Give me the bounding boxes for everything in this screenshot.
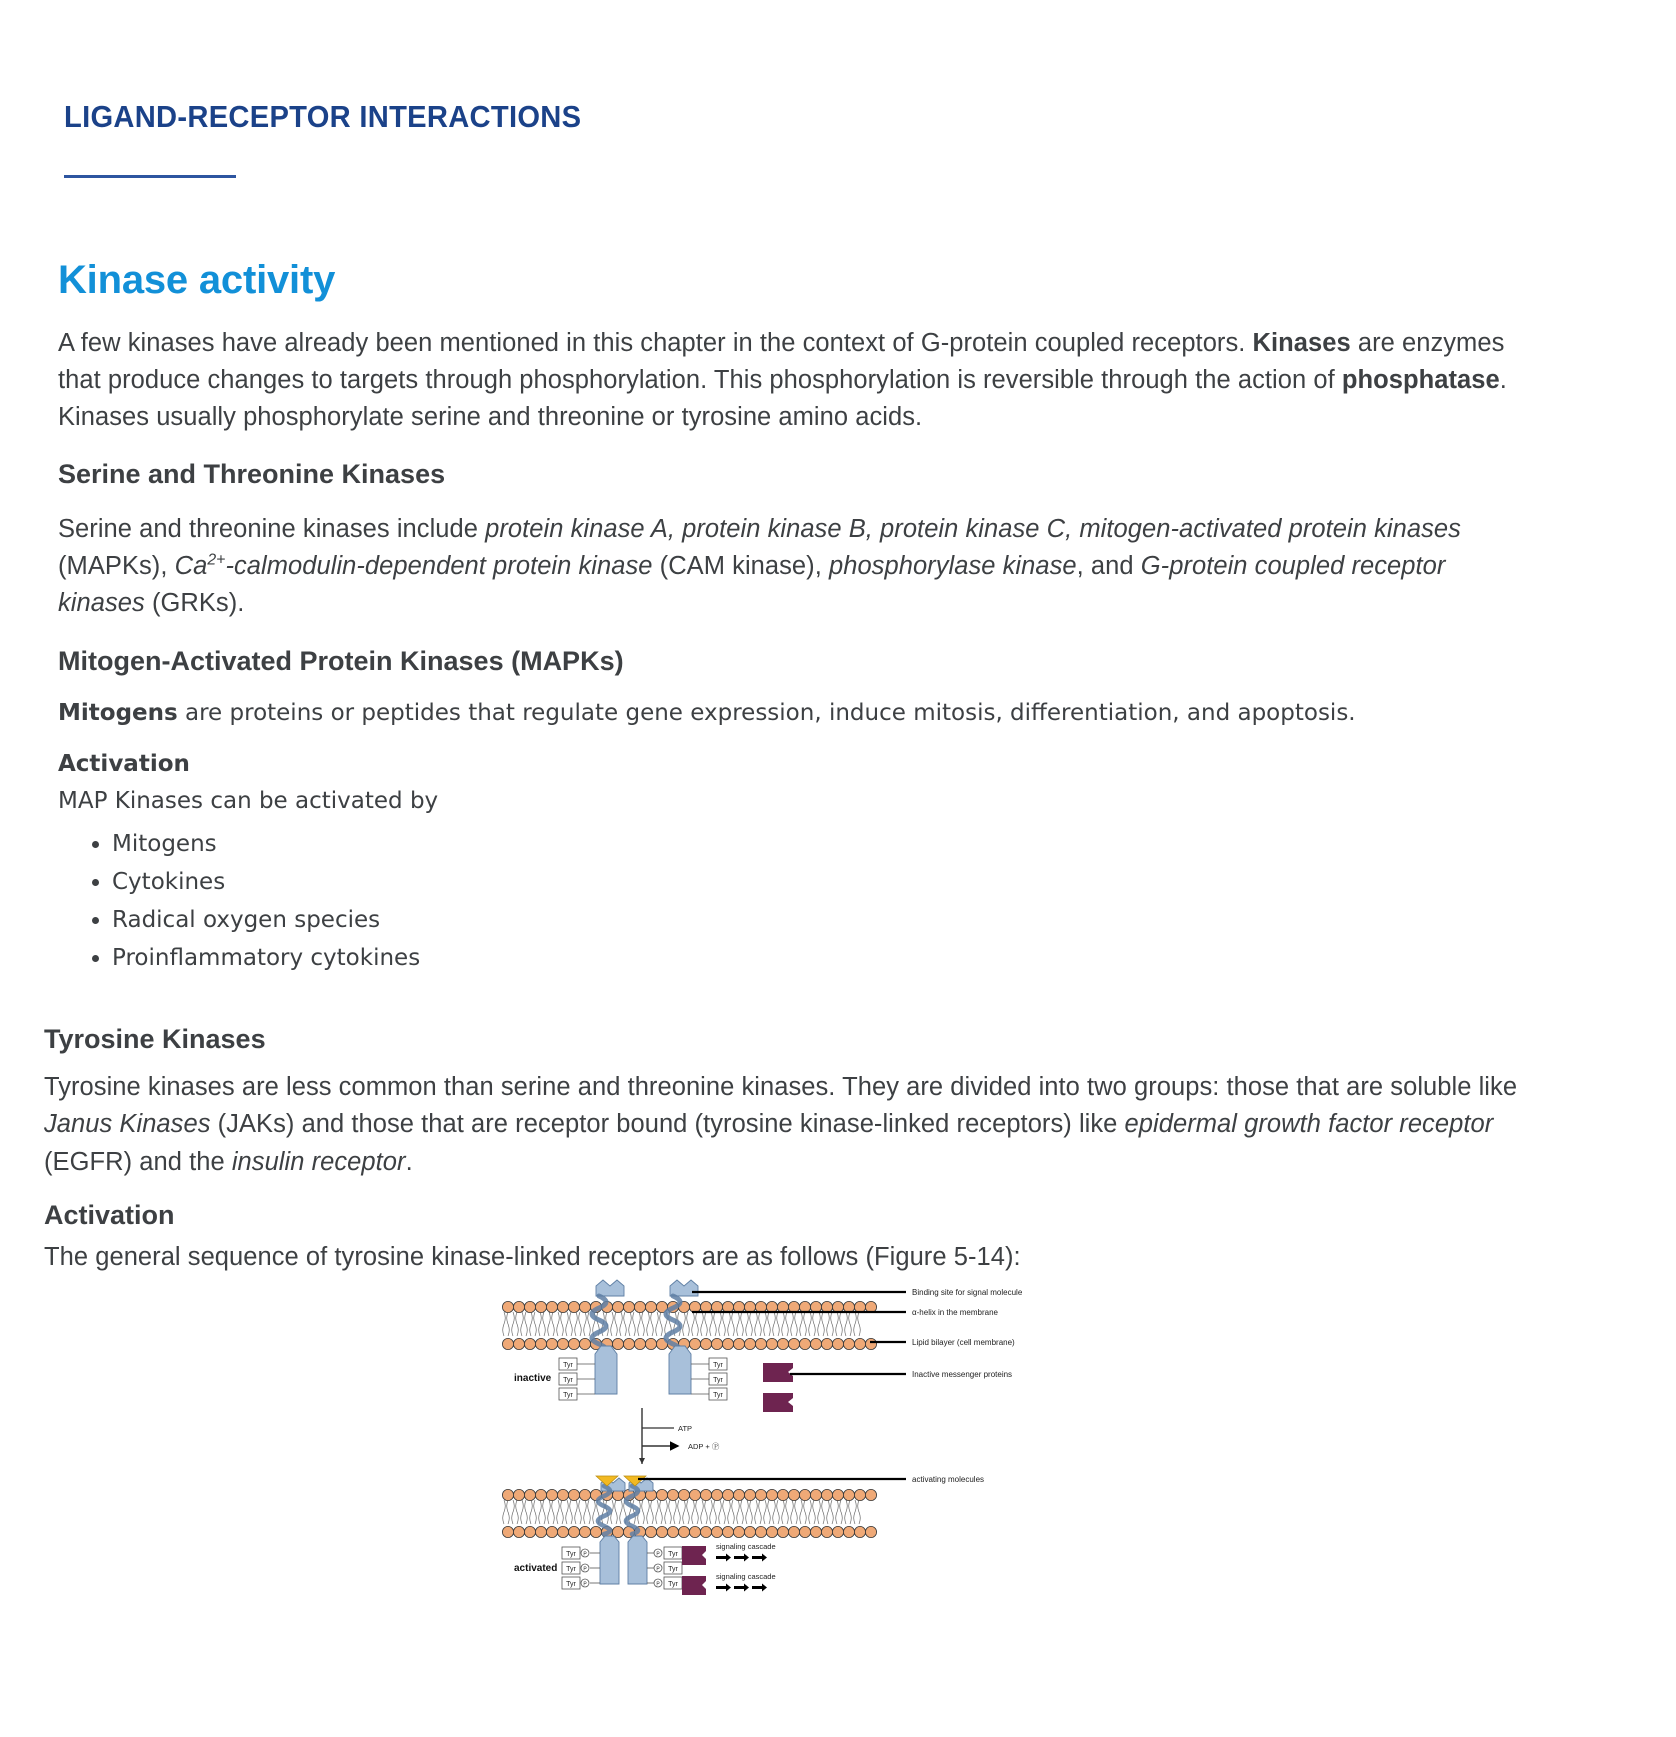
mitogens-bold-term: Mitogens <box>58 699 178 726</box>
intro-bold-phosphatase: phosphatase <box>1341 366 1500 395</box>
mitogens-paragraph <box>58 697 1524 730</box>
mapk-activator-list <box>58 827 1524 977</box>
figure-5-14 <box>478 1268 1038 1628</box>
ty-italic-insulin-receptor: insulin receptor <box>231 1147 406 1176</box>
tyr-boxes-inactive-right <box>691 1358 727 1400</box>
inactive-messenger-proteins <box>763 1363 793 1412</box>
phosphate-label: P <box>583 1551 587 1558</box>
section-title-kinase-activity: Kinase activity <box>58 258 336 302</box>
phosphate-label: P <box>656 1581 660 1588</box>
lipid-tails-bottom <box>503 1500 861 1524</box>
tyr-label: Tyr <box>713 1377 723 1384</box>
chapter-header <box>64 98 1464 178</box>
list-item: • Mitogens <box>112 827 1524 863</box>
tyrosine-paragraph <box>44 1069 1524 1181</box>
tyrosine-kinases-block <box>44 1023 1524 1277</box>
tyr-label: Tyr <box>713 1392 723 1399</box>
st-lead: Serine and threonine kinases include <box>58 514 486 543</box>
st-calmodulin-rest: -calmodulin-dependent protein kinase <box>225 552 653 581</box>
heading-mapk-activation: Activation <box>58 751 190 778</box>
st-italic-cam-kinase <box>175 552 653 580</box>
ty-p3: (EGFR) and the <box>44 1147 232 1176</box>
state-label-inactive: inactive <box>514 1373 552 1384</box>
state-label-activated: activated <box>514 1563 558 1574</box>
ty-p4: . <box>405 1147 413 1176</box>
tyr-label: Tyr <box>668 1551 678 1558</box>
list-item: • Cytokines <box>112 865 1524 901</box>
tyr-boxes-activated-left <box>562 1547 600 1589</box>
signaling-cascade-label: signaling cascade <box>716 1542 776 1551</box>
chapter-title: LIGAND-RECEPTOR INTERACTIONS <box>64 99 582 134</box>
ty-p1: Tyrosine kinases are less common than serine and threonine kinases. They are divided into two groups: those that are soluble like <box>44 1073 1518 1102</box>
tyr-boxes-activated-right <box>647 1547 682 1589</box>
st-mid1: (MAPKs), <box>58 552 175 581</box>
reaction-arrows <box>639 1408 720 1464</box>
callout-alpha-helix: α-helix in the membrane <box>912 1308 998 1317</box>
phosphate-label: P <box>656 1551 660 1558</box>
lipid-heads-top-inner <box>502 1338 876 1349</box>
panel-inactive <box>502 1280 1022 1412</box>
tyrosine-activation-text: The general sequence of tyrosine kinase-linked receptors are as follows (Figure 5-14): <box>44 1243 1021 1272</box>
callout-inactive-messengers: Inactive messenger proteins <box>912 1370 1013 1379</box>
tyr-label: Tyr <box>566 1566 576 1573</box>
activated-messenger-proteins <box>682 1546 706 1595</box>
tyr-label: Tyr <box>563 1377 573 1384</box>
st-italic-kinase-list: protein kinase A, protein kinase B, protein kinase C, mitogen-activated protein kinases <box>485 514 1461 543</box>
st-tail: (GRKs). <box>144 589 245 618</box>
kinase-intro-paragraph <box>58 325 1524 437</box>
signaling-cascade-group-top <box>716 1542 776 1562</box>
lipid-heads-bottom-inner <box>502 1526 876 1537</box>
callout-lipid-bilayer: Lipid bilayer (cell membrane) <box>912 1338 1015 1347</box>
phosphate-label: P <box>656 1566 660 1573</box>
label-atp: ATP <box>678 1424 693 1433</box>
mapk-block <box>58 697 1524 977</box>
st-italic-grk: G-protein coupled receptor kinases <box>58 552 1446 618</box>
tyrosine-kinase-diagram-svg <box>478 1268 1038 1628</box>
list-item: • Radical oxygen species <box>112 903 1524 939</box>
st-mid3: , and <box>1076 552 1141 581</box>
list-item: • Proinflammatory cytokines <box>112 941 1524 977</box>
ty-p2: (JAKs) and those that are receptor bound (tyrosine kinase-linked receptors) like <box>210 1110 1125 1139</box>
callout-binding-site: Binding site for signal molecule <box>912 1288 1023 1297</box>
st-ca-symbol: Ca <box>174 552 208 581</box>
ty-italic-janus-kinases: Janus Kinases <box>44 1110 211 1139</box>
callout-activating-molecules: activating molecules <box>912 1475 985 1484</box>
panel-activated <box>502 1475 984 1595</box>
subheading-serine-threonine-kinases: Serine and Threonine Kinases <box>58 459 446 490</box>
st-mid2: (CAM kinase), <box>652 552 829 581</box>
subheading-mapk: Mitogen-Activated Protein Kinases (MAPKs) <box>58 645 624 676</box>
ty-italic-egfr: epidermal growth factor receptor <box>1124 1110 1494 1139</box>
lipid-heads-bottom-outer <box>502 1489 876 1500</box>
mitogens-rest: are proteins or peptides that regulate gene expression, induce mitosis, differentiation, and apoptosis. <box>177 699 1356 726</box>
subheading-tyrosine-kinases: Tyrosine Kinases <box>44 1023 266 1054</box>
st-italic-phosphorylase-kinase: phosphorylase kinase <box>828 552 1077 581</box>
intro-bold-kinases: Kinases <box>1252 328 1351 357</box>
main-content <box>44 258 1524 1286</box>
phosphate-label: P <box>583 1581 587 1588</box>
heading-tyrosine-activation: Activation <box>44 1199 175 1230</box>
receptor-monomer-inactive-left <box>592 1280 624 1394</box>
tyr-label: Tyr <box>566 1581 576 1588</box>
phosphate-label: P <box>583 1566 587 1573</box>
tyr-label: Tyr <box>563 1362 573 1369</box>
mapk-activation-lead: MAP Kinases can be activated by <box>58 787 439 814</box>
signaling-cascade-group-bottom <box>716 1572 776 1592</box>
intro-part2: are enzymes that produce changes to targets through phosphorylation. This phosphorylation is reversible through the action of <box>58 328 1505 395</box>
st-ca-charge-superscript: 2+ <box>207 551 226 569</box>
chapter-title-rule <box>64 175 236 178</box>
tyr-label: Tyr <box>563 1392 573 1399</box>
tyr-label: Tyr <box>713 1362 723 1369</box>
tyr-label: Tyr <box>566 1551 576 1558</box>
tyr-label: Tyr <box>668 1566 678 1573</box>
signaling-cascade-label: signaling cascade <box>716 1572 776 1581</box>
receptor-monomer-inactive-right <box>666 1280 698 1394</box>
label-adp-phosphate: ADP + Ⓟ <box>688 1442 720 1451</box>
tyr-label: Tyr <box>668 1581 678 1588</box>
intro-part1: A few kinases have already been mentioned in this chapter in the context of G-protein coupled receptors. <box>58 328 1253 357</box>
intro-part3: . Kinases usually phosphorylate serine and threonine or tyrosine amino acids. <box>58 366 1507 432</box>
serine-threonine-paragraph <box>58 511 1524 623</box>
tyr-boxes-inactive-left <box>559 1358 595 1400</box>
